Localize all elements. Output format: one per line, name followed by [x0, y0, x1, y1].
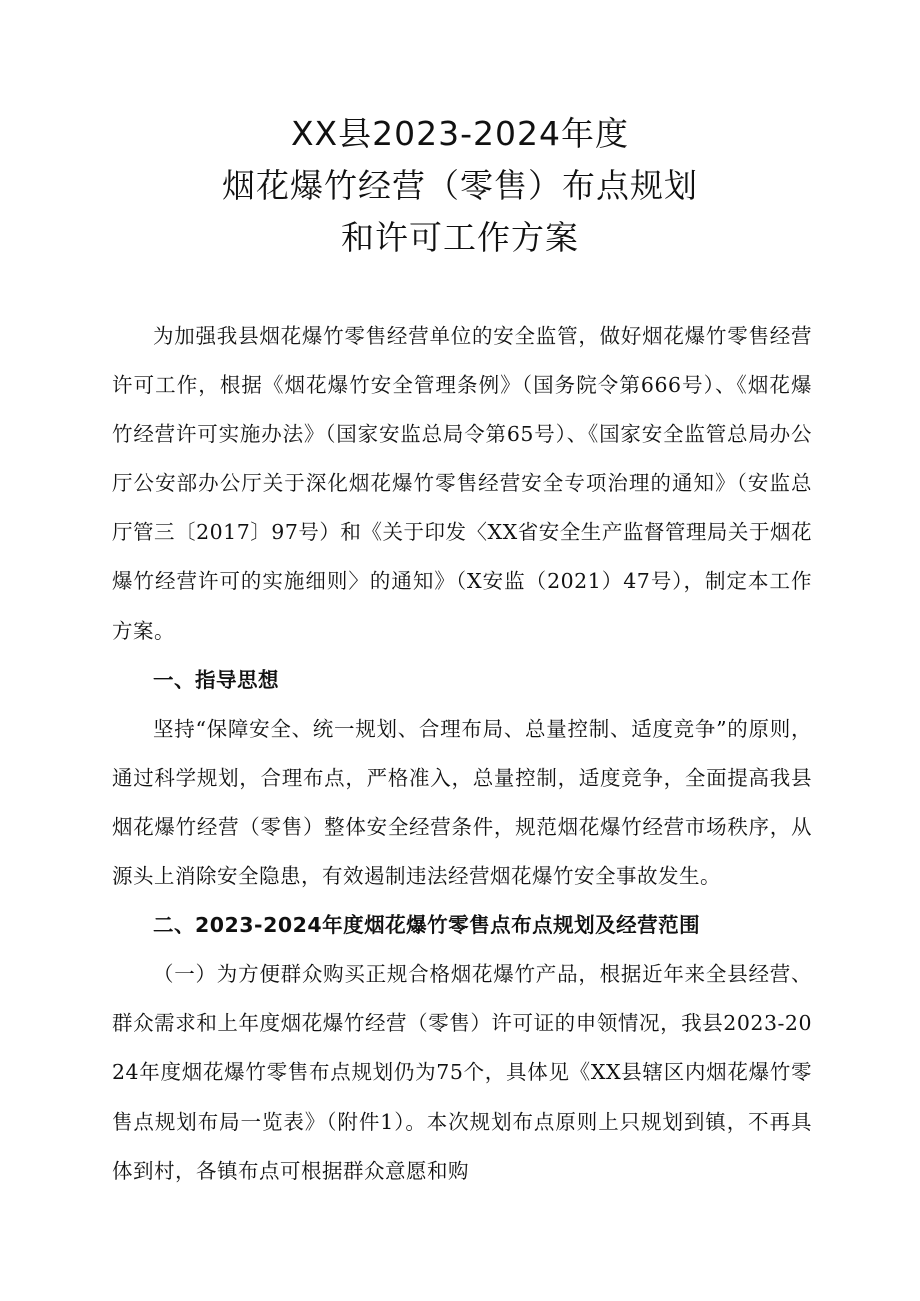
title-line-2: 烟花爆竹经营（零售）布点规划: [222, 166, 698, 205]
document-body: [112, 312, 812, 1196]
intro-paragraph: 为加强我县烟花爆竹零售经营单位的安全监管，做好烟花爆竹零售经营许可工作，根据《烟花爆竹安全管理条例》（国务院令第666号）、《烟花爆竹经营许可实施办法》（国家安监总局令第65号）、《国家安全监管总局办公厅公安部办公厅关于深化烟花爆竹零售经营安全专项治理的通知》（安监总厅管三〔2017〕97号）和《关于印发〈XX省安全生产监督管理局关于烟花爆竹经营许可的实施细则〉的通知》（X安监（2021）47号），制定本工作方案。: [112, 324, 812, 643]
section-heading-planning: 二、2023-2024年度烟花爆竹零售点布点规划及经营范围: [153, 913, 701, 938]
planning-paragraph: （一）为方便群众购买正规合格烟花爆竹产品，根据近年来全县经营、群众需求和上年度烟花爆竹经营（零售）许可证的申领情况，我县2023-2024年度烟花爆竹零售布点规划仍为75个，具体见《XX县辖区内烟花爆竹零售点规划布局一览表》（附件1）。本次规划布点原则上只规划到镇，不再具体到村，各镇布点可根据群众意愿和购: [112, 962, 812, 1183]
document-title: [0, 108, 920, 264]
title-line-1: XX县2023-2024年度: [290, 114, 630, 153]
guiding-ideology-paragraph: 坚持“保障安全、统一规划、合理布局、总量控制、适度竞争”的原则，通过科学规划，合理布点，严格准入，总量控制，适度竞争，全面提高我县烟花爆竹经营（零售）整体安全经营条件，规范烟花爆竹经营市场秩序，从源头上消除安全隐患，有效遏制违法经营烟花爆竹安全事故发生。: [112, 716, 812, 889]
title-line-3: 和许可工作方案: [341, 218, 579, 257]
section-heading-guiding-ideology: 一、指导思想: [153, 667, 279, 692]
